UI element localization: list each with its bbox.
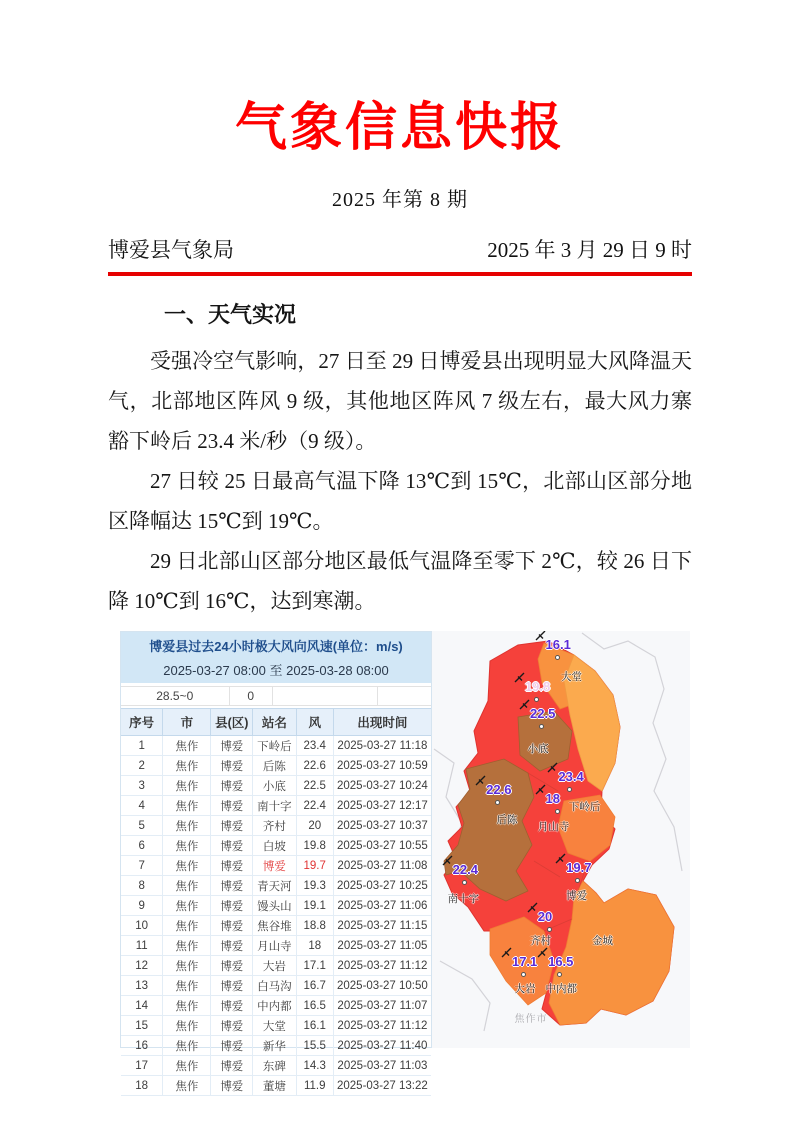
- table-row: 1 焦作 博爱 下岭后 23.4 2025-03-27 11:18: [121, 736, 431, 756]
- red-divider: [108, 272, 692, 276]
- station-dot: [521, 972, 526, 977]
- table-row: 18 焦作 博爱 董塘 11.9 2025-03-27 13:22: [121, 1076, 431, 1096]
- table-row: 12 焦作 博爱 大岩 17.1 2025-03-27 11:12: [121, 956, 431, 976]
- table-row: 11 焦作 博爱 月山寺 18 2025-03-27 11:05: [121, 936, 431, 956]
- station-label: 博爱: [566, 889, 588, 902]
- table-row: 5 焦作 博爱 齐村 20 2025-03-27 10:37: [121, 816, 431, 836]
- table-row: 7 焦作 博爱 博爱 19.7 2025-03-27 11:08: [121, 856, 431, 876]
- column-header: 县(区): [211, 709, 253, 736]
- station-dot: [534, 697, 539, 702]
- table-row: 3 焦作 博爱 小底 22.5 2025-03-27 10:24: [121, 776, 431, 796]
- wind-speed-value: 20: [537, 908, 553, 924]
- table-row: 13 焦作 博爱 白马沟 16.7 2025-03-27 10:50: [121, 976, 431, 996]
- map-watermark: 焦作市: [514, 1014, 548, 1026]
- wind-table-title: 博爱县过去24小时极大风向风速(单位：m/s): [121, 632, 431, 658]
- paragraph: 受强冷空气影响，27 日至 29 日博爱县出现明显大风降温天气，北部地区阵风 9 级，其他地区阵风 7 级左右，最大风力寨豁下岭后 23.4 米/秒（9 级）。: [108, 349, 692, 453]
- station-dot: [462, 880, 467, 885]
- filter-empty-cell: [273, 687, 378, 705]
- station-dot: [495, 800, 500, 805]
- column-header: 市: [163, 709, 211, 736]
- column-header: 站名: [253, 709, 296, 736]
- page-title: 气象信息快报: [234, 100, 565, 157]
- wind-figure: [120, 631, 690, 1093]
- station-dot: [555, 655, 560, 660]
- station-dot: [539, 724, 544, 729]
- station-dot: [547, 927, 552, 932]
- station-label: 齐村: [530, 934, 552, 947]
- table-row: 17 焦作 博爱 东碑 14.3 2025-03-27 11:03: [121, 1056, 431, 1076]
- wind-table-header-row: [121, 709, 431, 736]
- table-row: 6 焦作 博爱 白坡 19.8 2025-03-27 10:55: [121, 836, 431, 856]
- agency-row: [108, 234, 692, 264]
- station-dot: [567, 787, 572, 792]
- body-paragraphs: [108, 341, 692, 621]
- station-label: 大岩: [514, 983, 536, 996]
- wind-speed-value: 16.1: [545, 637, 571, 653]
- section-heading: 一、天气实况: [164, 302, 297, 327]
- column-header: 序号: [121, 709, 163, 736]
- station-dot: [557, 972, 562, 977]
- wind-speed-value: 16.5: [548, 953, 574, 969]
- wind-speed-value: 19.8: [524, 678, 551, 694]
- table-row: 9 焦作 博爱 馒头山 19.1 2025-03-27 11:06: [121, 896, 431, 916]
- filter-range-value: 28.5~0: [121, 687, 230, 705]
- wind-table-body: [121, 736, 431, 1096]
- wind-speed-value: 22.4: [452, 861, 478, 877]
- station-label: 下岭后: [568, 801, 601, 814]
- station-label: 后陈: [496, 813, 518, 826]
- station-label: 月山寺: [537, 820, 570, 833]
- agency-name: 博爱县气象局: [108, 238, 234, 262]
- wind-table: [121, 708, 431, 1096]
- wind-speed-value: 23.4: [558, 768, 584, 784]
- column-header: 出现时间: [333, 709, 431, 736]
- station-label: 小底: [527, 742, 549, 755]
- station-label: 大堂: [561, 670, 582, 683]
- wind-speed-value: 22.6: [486, 782, 512, 798]
- table-row: 2 焦作 博爱 后陈 22.6 2025-03-27 10:59: [121, 756, 431, 776]
- station-label: 金城: [591, 934, 613, 947]
- wind-speed-value: 19.7: [566, 860, 592, 876]
- table-row: 16 焦作 博爱 新华 15.5 2025-03-27 11:40: [121, 1036, 431, 1056]
- wind-map: [432, 631, 690, 1048]
- paragraph: 29 日北部山区部分地区最低气温降至零下 2℃，较 26 日下降 10℃到 16℃，达到寒潮。: [108, 549, 692, 613]
- wind-table-panel: [120, 631, 432, 1093]
- wind-speed-value: 18: [545, 790, 560, 806]
- table-row: 15 焦作 博爱 大堂 16.1 2025-03-27 11:12: [121, 1016, 431, 1036]
- station-label: 南十字: [447, 892, 479, 905]
- map-overlay: [432, 631, 690, 1048]
- station-label: 中内都: [545, 983, 578, 996]
- table-row: 10 焦作 博爱 焦谷堆 18.8 2025-03-27 11:15: [121, 916, 431, 936]
- wind-speed-value: 22.5: [530, 706, 556, 722]
- paragraph: 27 日较 25 日最高气温下降 13℃到 15℃，北部山区部分地区降幅达 15℃到 19℃。: [108, 469, 692, 533]
- table-row: 4 焦作 博爱 南十字 22.4 2025-03-27 12:17: [121, 796, 431, 816]
- issue-datetime: 2025 年 3 月 29 日 9 时: [487, 238, 692, 262]
- table-row: 8 焦作 博爱 青天河 19.3 2025-03-27 10:25: [121, 876, 431, 896]
- issue-number: 2025 年第 8 期: [332, 189, 468, 211]
- station-dot: [555, 809, 560, 814]
- wind-speed-value: 17.1: [511, 953, 538, 969]
- wind-table-filter-row: [121, 686, 431, 706]
- station-dot: [575, 878, 580, 883]
- wind-table-daterange: 2025-03-27 08:00 至 2025-03-28 08:00: [121, 658, 431, 683]
- column-header: 风: [296, 709, 333, 736]
- table-row: 14 焦作 博爱 中内都 16.5 2025-03-27 11:07: [121, 996, 431, 1016]
- filter-empty-cell: [378, 687, 431, 705]
- filter-count-value: 0: [230, 687, 273, 705]
